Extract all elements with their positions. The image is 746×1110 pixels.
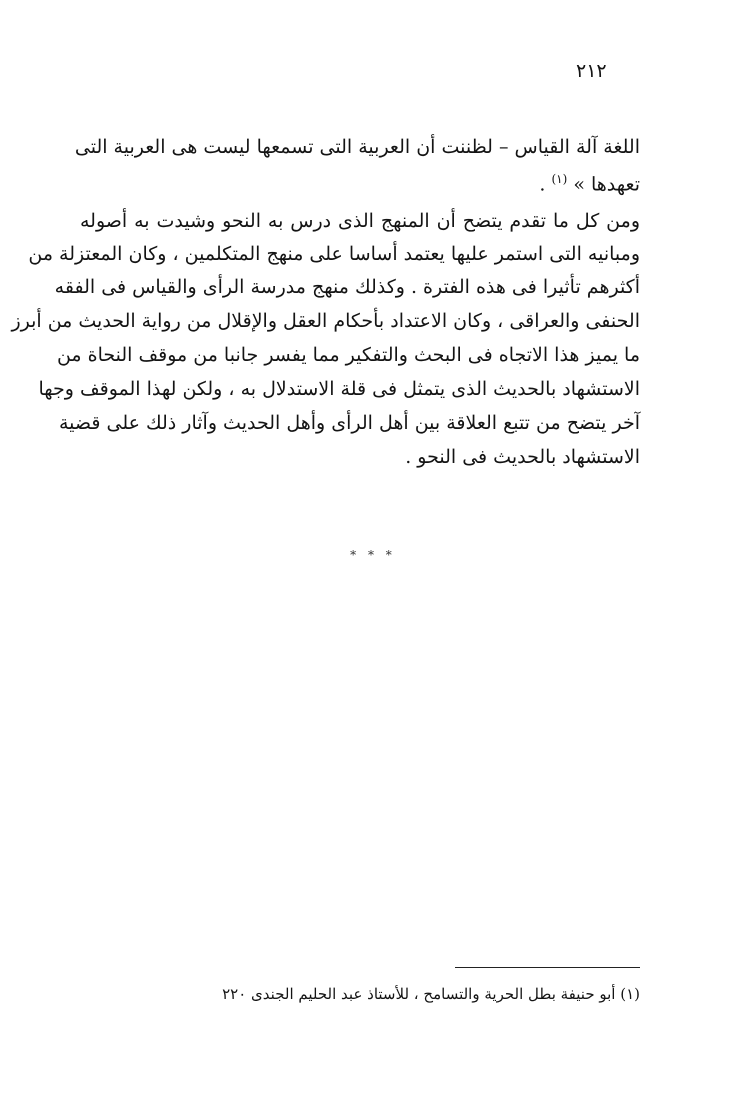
text-line: آخر يتضح من تتبع العلاقة بين أهل الرأى وأهل الحديث وآثار ذلك على قضية: [58, 412, 640, 434]
text-line: الحنفى والعراقى ، وكان الاعتداد بأحكام العقل والإقلال من رواية الحديث من أبرز: [11, 310, 640, 332]
footnote-rule: [455, 967, 640, 968]
text-line: الاستشهاد بالحديث الذى يتمثل فى قلة الاستدلال به ، ولكن لهذا الموقف وجها: [38, 378, 640, 400]
footnote-reference: (١): [551, 172, 568, 186]
footnote: (١) أبو حنيفة بطل الحرية والتسامح ، للأستاذ عبد الحليم الجندى ٢٢٠: [222, 985, 640, 1003]
text-line: ومن كل ما تقدم يتضح أن المنهج الذى درس به النحو وشيدت به أصوله: [80, 210, 640, 232]
text-line: ومبانيه التى استمر عليها يعتمد أساسا على منهج المتكلمين ، وكان المعتزلة من: [28, 243, 640, 265]
text-span: تعهدها »: [573, 173, 640, 196]
text-line: اللغة آلة القياس – لظننت أن العربية التى تسمعها ليست هى العربية التى: [74, 136, 640, 158]
page-number: ٢١٢: [576, 60, 607, 82]
text-line: [80, 162, 640, 196]
text-line: أكثرهم تأثيرا فى هذه الفترة . وكذلك منهج مدرسة الرأى والقياس فى الفقه: [54, 276, 640, 298]
text-line: الاستشهاد بالحديث فى النحو .: [405, 446, 640, 468]
text-span: .: [539, 173, 546, 196]
section-separator: * * *: [350, 548, 396, 562]
text-line: ما يميز هذا الاتجاه فى البحث والتفكير مما يفسر جانبا من موقف النحاة من: [56, 344, 640, 366]
